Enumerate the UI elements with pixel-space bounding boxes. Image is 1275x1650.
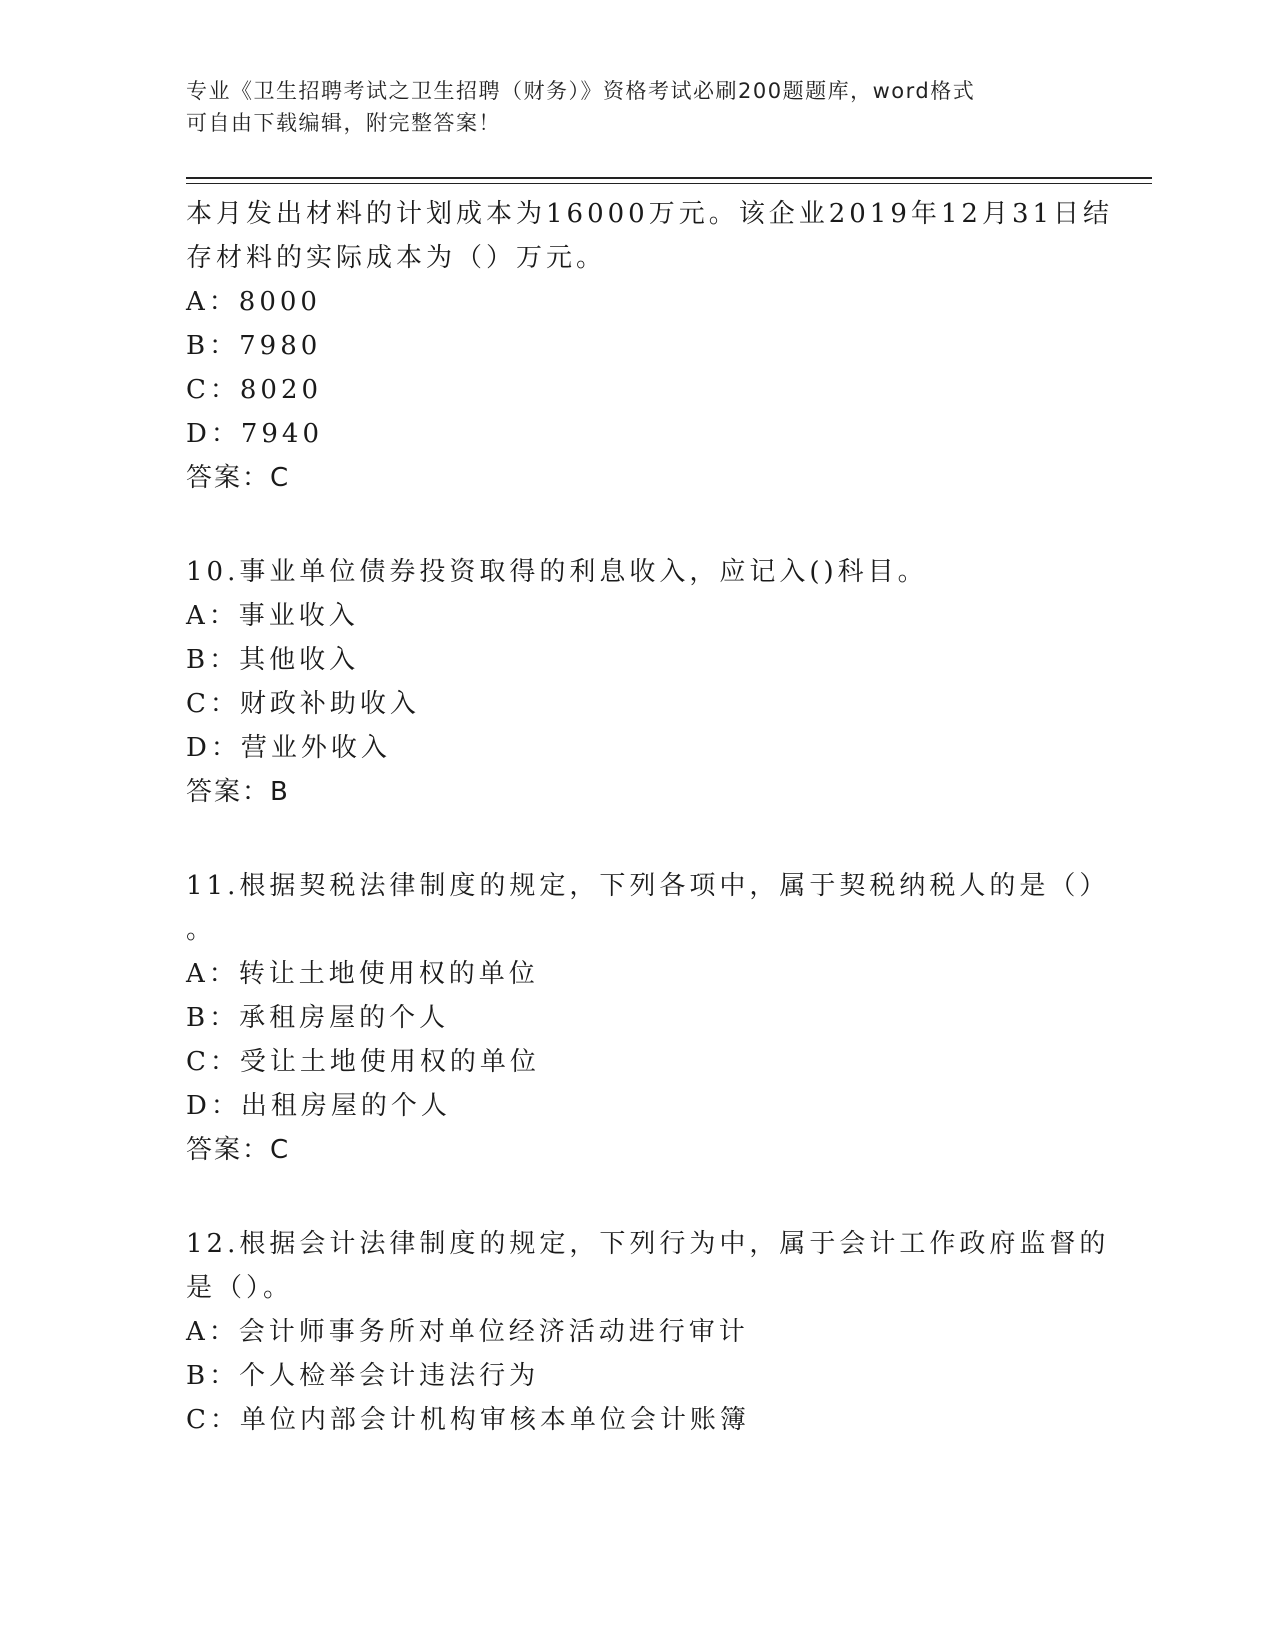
spacer — [186, 816, 1086, 864]
option-c: C：8020 — [186, 375, 323, 405]
header-line-1: 专业《卫生招聘考试之卫生招聘（财务）》资格考试必刷200题题库，word格式 — [186, 79, 976, 103]
question-stem: 11.根据契税法律制度的规定，下列各项中，属于契税纳税人的是（） — [186, 871, 1110, 901]
question-stem: 10.事业单位债券投资取得的利息收入，应记入()科目。 — [186, 557, 928, 587]
question-10 — [186, 550, 1086, 816]
question-stem: 存材料的实际成本为（）万元。 — [186, 243, 607, 273]
question-stem: 本月发出材料的计划成本为16000万元。该企业2019年12月31日结 — [186, 199, 1114, 229]
option-c: C：单位内部会计机构审核本单位会计账簿 — [186, 1405, 750, 1435]
document-header — [186, 75, 1066, 139]
option-b: B：个人检举会计违法行为 — [186, 1361, 540, 1391]
question-stem: 12.根据会计法律制度的规定，下列行为中，属于会计工作政府监督的 — [186, 1229, 1110, 1259]
option-c: C：受让土地使用权的单位 — [186, 1047, 540, 1077]
option-a: A：8000 — [186, 287, 321, 317]
answer-label: 答案：C — [186, 463, 291, 493]
option-d: D：营业外收入 — [186, 733, 391, 763]
option-b: B：其他收入 — [186, 645, 360, 675]
header-divider-thick — [186, 177, 1152, 179]
header-line-2: 可自由下载编辑，附完整答案！ — [186, 111, 501, 135]
option-d: D：7940 — [186, 419, 324, 449]
option-d: D：出租房屋的个人 — [186, 1091, 451, 1121]
answer-label: 答案：C — [186, 1135, 291, 1165]
question-stem: 。 — [186, 915, 217, 945]
option-a: A：转让土地使用权的单位 — [186, 959, 539, 989]
option-b: B：7980 — [186, 331, 322, 361]
spacer — [186, 1174, 1086, 1222]
option-a: A：会计师事务所对单位经济活动进行审计 — [186, 1317, 749, 1347]
question-stem: 是（）。 — [186, 1273, 294, 1303]
question-list — [186, 192, 1114, 1442]
question-11 — [186, 864, 1110, 1174]
spacer — [186, 502, 1086, 550]
answer-label: 答案：B — [186, 777, 290, 807]
option-b: B：承租房屋的个人 — [186, 1003, 450, 1033]
question-9 — [186, 192, 1114, 502]
header-divider-thin — [186, 183, 1152, 184]
question-12 — [186, 1222, 1110, 1442]
option-a: A：事业收入 — [186, 601, 359, 631]
option-c: C：财政补助收入 — [186, 689, 420, 719]
